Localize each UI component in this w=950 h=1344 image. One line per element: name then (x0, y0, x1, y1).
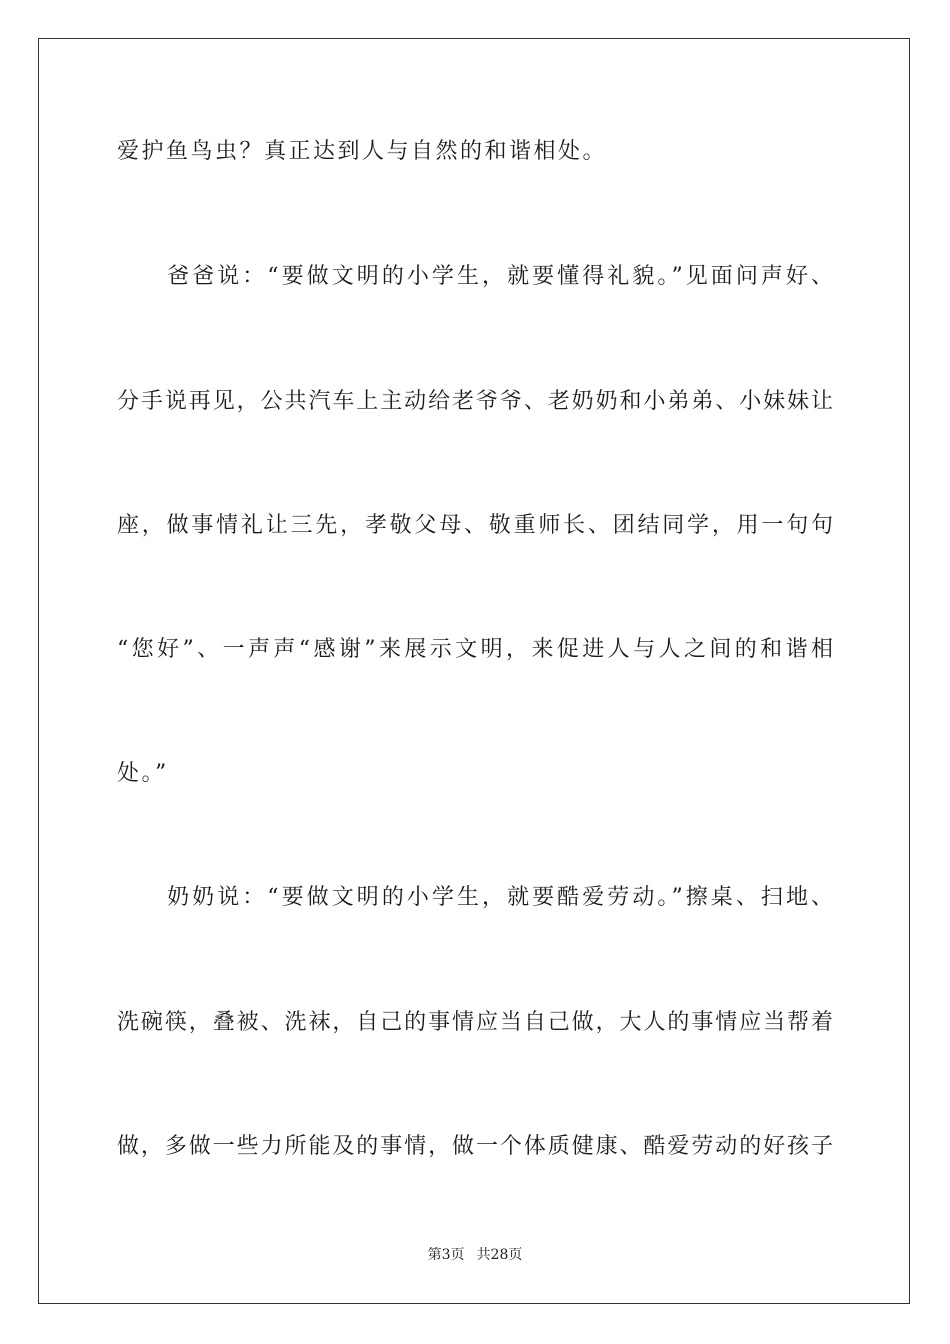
paragraph-line-1: 爱护鱼鸟虫？真正达到人与自然的和谐相处。 (117, 139, 608, 164)
paragraph-line-2: 爸爸说：“要做文明的小学生，就要懂得礼貌。”见面问声好、 (117, 264, 833, 289)
paragraph-line-8: 洗碗筷，叠被、洗袜，自己的事情应当自己做，大人的事情应当帮着 (117, 1010, 833, 1035)
paragraph-line-4: 座，做事情礼让三先，孝敬父母、敬重师长、团结同学，用一句句 (117, 513, 833, 538)
paragraph-line-5: “您好”、一声声“感谢”来展示文明，来促进人与人之间的和谐相 (117, 637, 833, 662)
paragraph-line-9: 做，多做一些力所能及的事情，做一个体质健康、酷爱劳动的好孩子 (117, 1134, 833, 1159)
total-pages: 共28页 (476, 1247, 523, 1263)
page-footer (0, 1246, 950, 1264)
page-number: 第3页 (427, 1247, 465, 1263)
page-frame (38, 38, 910, 1304)
paragraph-line-6: 处。” (117, 761, 169, 786)
paragraph-line-7: 奶奶说：“要做文明的小学生，就要酷爱劳动。”擦桌、扫地、 (117, 885, 833, 910)
paragraph-line-3: 分手说再见，公共汽车上主动给老爷爷、老奶奶和小弟弟、小妹妹让 (117, 389, 833, 414)
